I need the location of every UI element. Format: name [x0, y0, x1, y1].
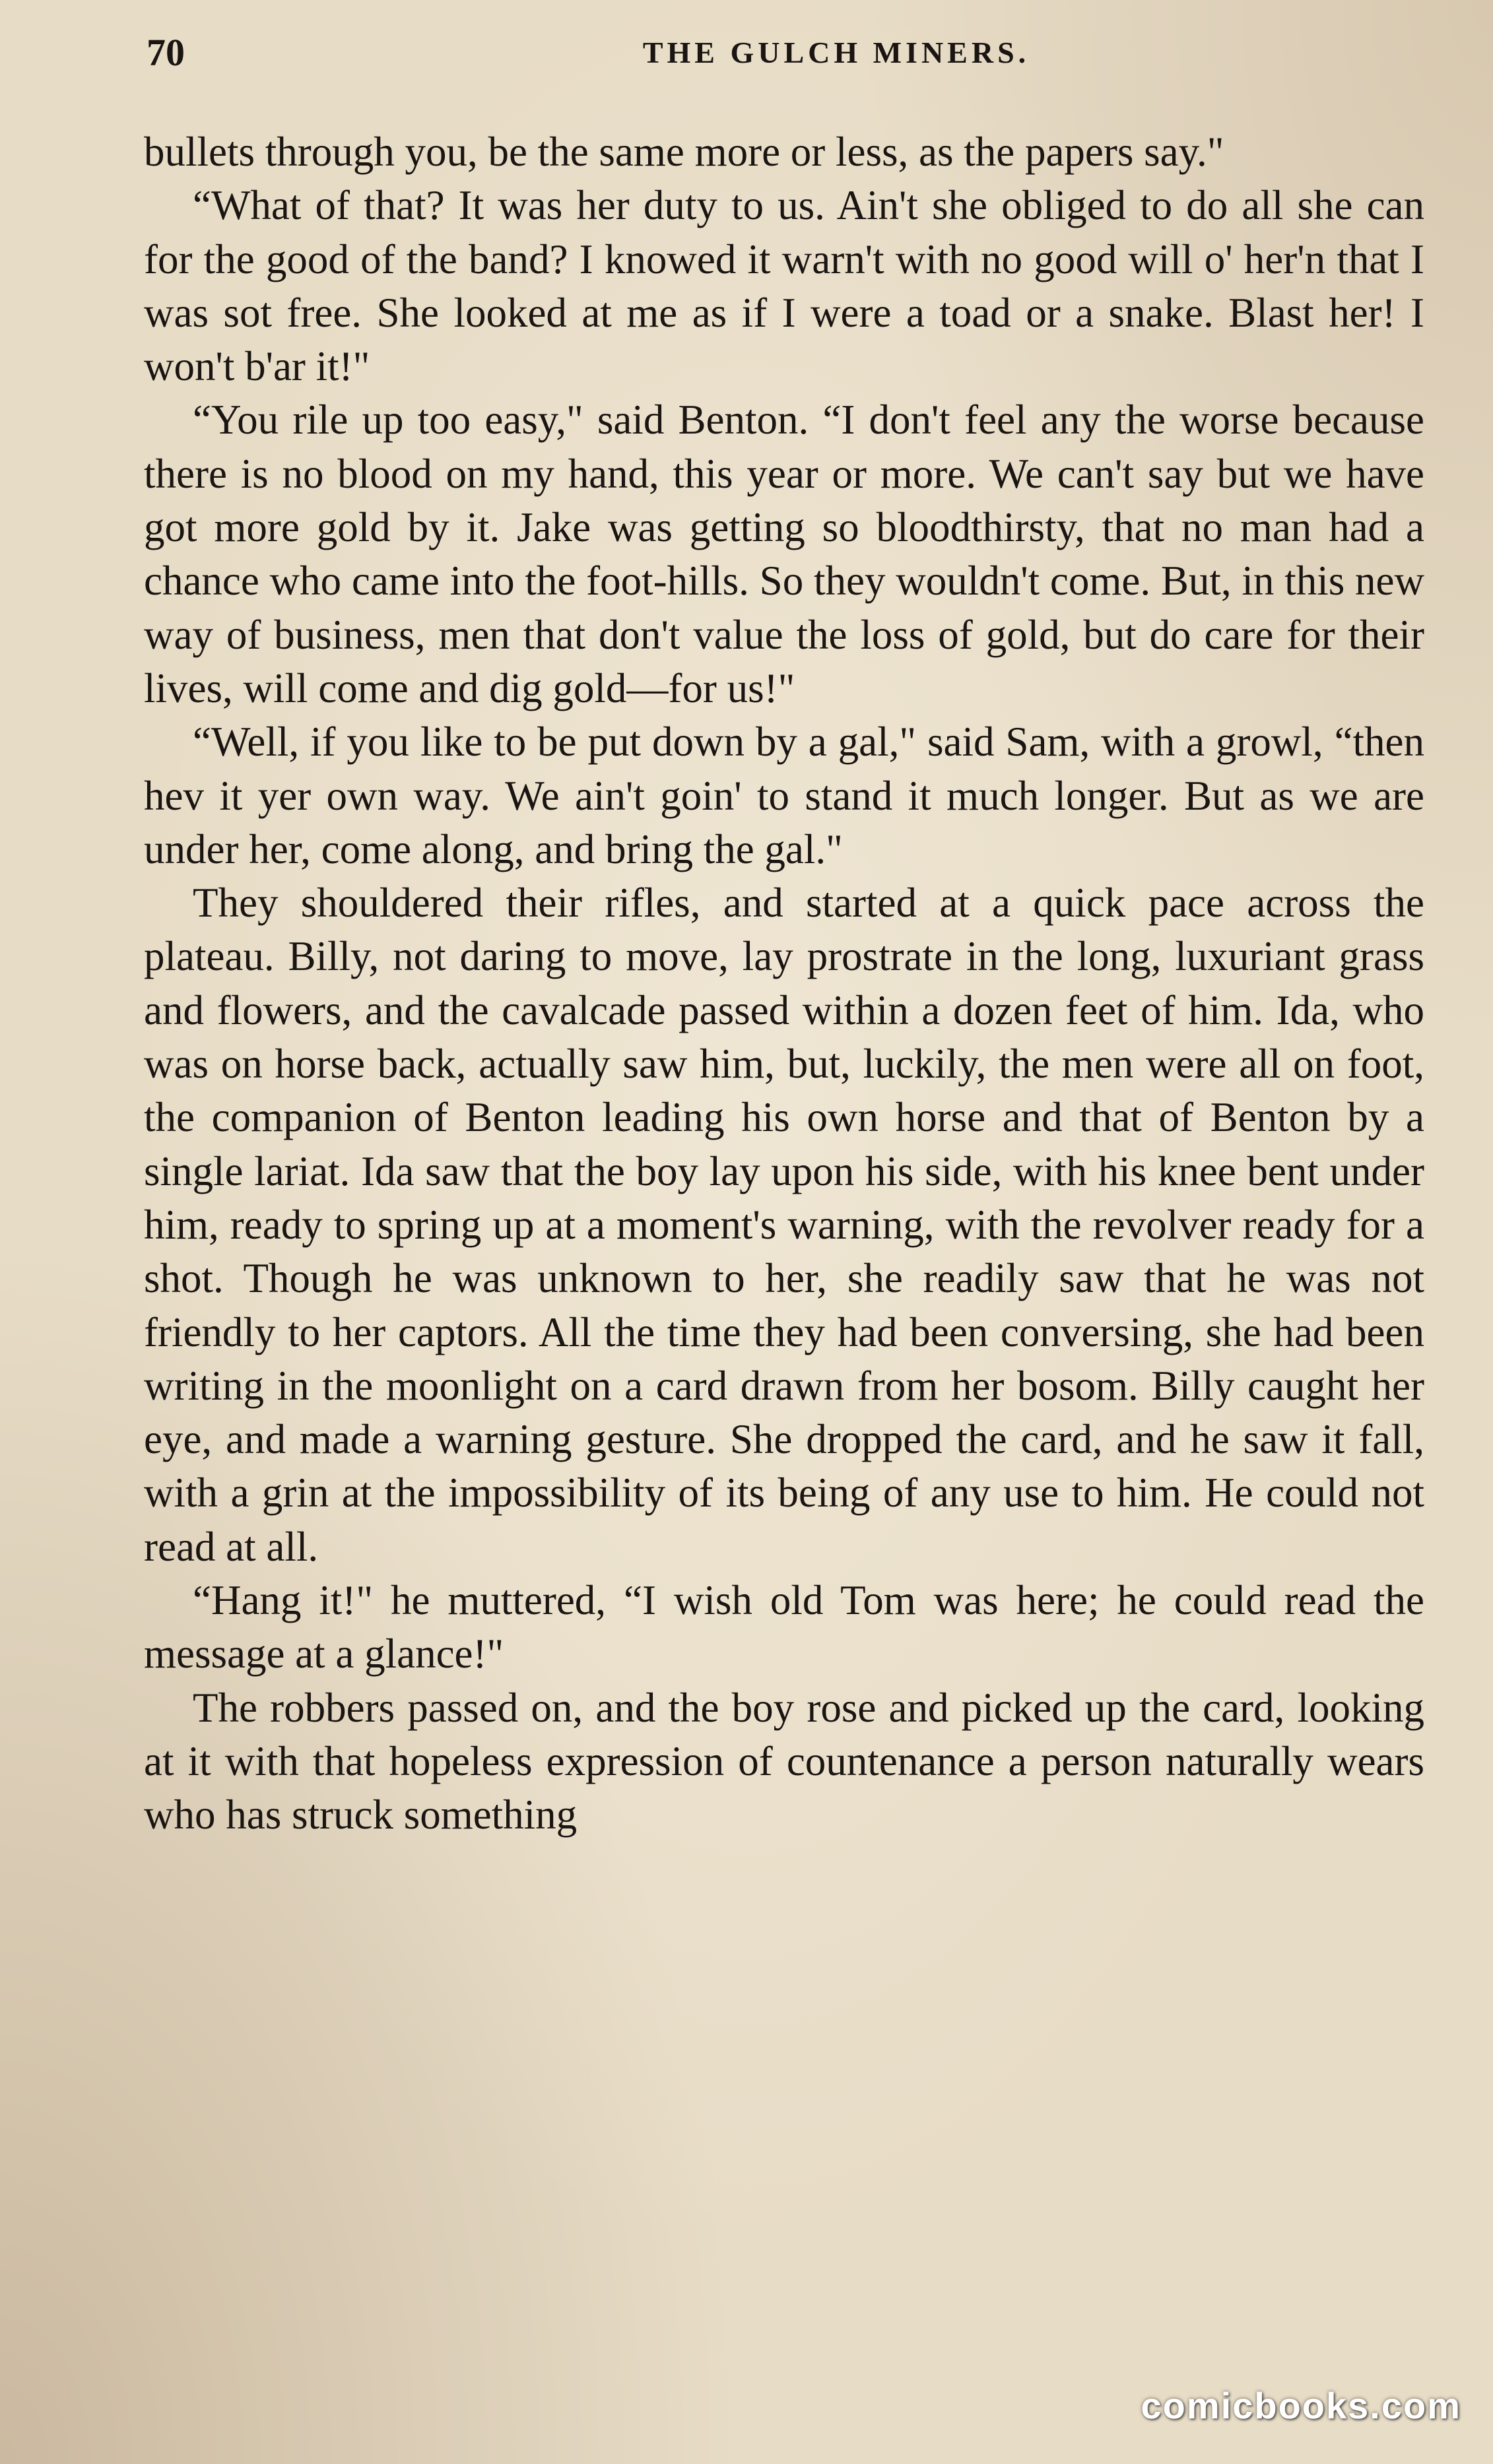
- watermark-logo: comicbooks.com: [1141, 2385, 1461, 2426]
- paragraph-5: They shouldered their rifles, and started at a quick pace across the plateau. Billy, not daring to move, lay prostrate in the long, luxuriant grass and flowers, and the cavalcade passed within a dozen feet of him. Ida, who was on horse back, actually saw him, but, luckily, the men were all on foot, the companion of Benton leading his own horse and that of Benton by a single lariat. Ida saw that the boy lay upon his side, with his knee bent under him, ready to spring up at a moment's warning, with the revolver ready for a shot. Though he was unknown to her, she readily saw that he was not friendly to her captors. All the time they had been conversing, she had been writing in the moonlight on a card drawn from her bosom. Billy caught her eye, and made a warning gesture. She dropped the card, and he saw it fall, with a grin at the impossibility of its being of any use to him. He could not read at all.: [144, 880, 1424, 1570]
- page-header: [147, 26, 1420, 79]
- paragraph-3: “You rile up too easy," said Benton. “I don't feel any the worse because there is no blood on my hand, this year or more. We can't say but we have got more gold by it. Jake was getting so bloodthirsty, that no man had a chance who came into the foot-hills. So they wouldn't come. But, in this new way of business, men that don't value the loss of gold, but do care for their lives, will come and dig gold—for us!": [144, 397, 1424, 711]
- paragraph-4: “Well, if you like to be put down by a gal," said Sam, with a growl, “then hev it yer own way. We ain't goin' to stand it much longer. But as we are under her, come along, and bring the gal.": [144, 719, 1424, 872]
- body-text: [144, 125, 1424, 1842]
- page-number: 70: [147, 31, 185, 74]
- running-head: THE GULCH MINERS.: [642, 36, 1030, 69]
- paragraph-6: “Hang it!" he muttered, “I wish old Tom was here; he could read the message at a glance!": [144, 1577, 1424, 1677]
- paragraph-1: bullets through you, be the same more or less, as the papers say.": [144, 129, 1224, 175]
- paragraph-7: The robbers passed on, and the boy rose and picked up the card, looking at it with that hopeless expression of countenance a person naturally wears who has struck something: [144, 1684, 1424, 1838]
- paragraph-2: “What of that? It was her duty to us. Ain't she obliged to do all she can for the good of the band? I knowed it warn't with no good will o' her'n that I was sot free. She looked at me as if I were a toad or a snake. Blast her! I won't b'ar it!": [144, 182, 1424, 390]
